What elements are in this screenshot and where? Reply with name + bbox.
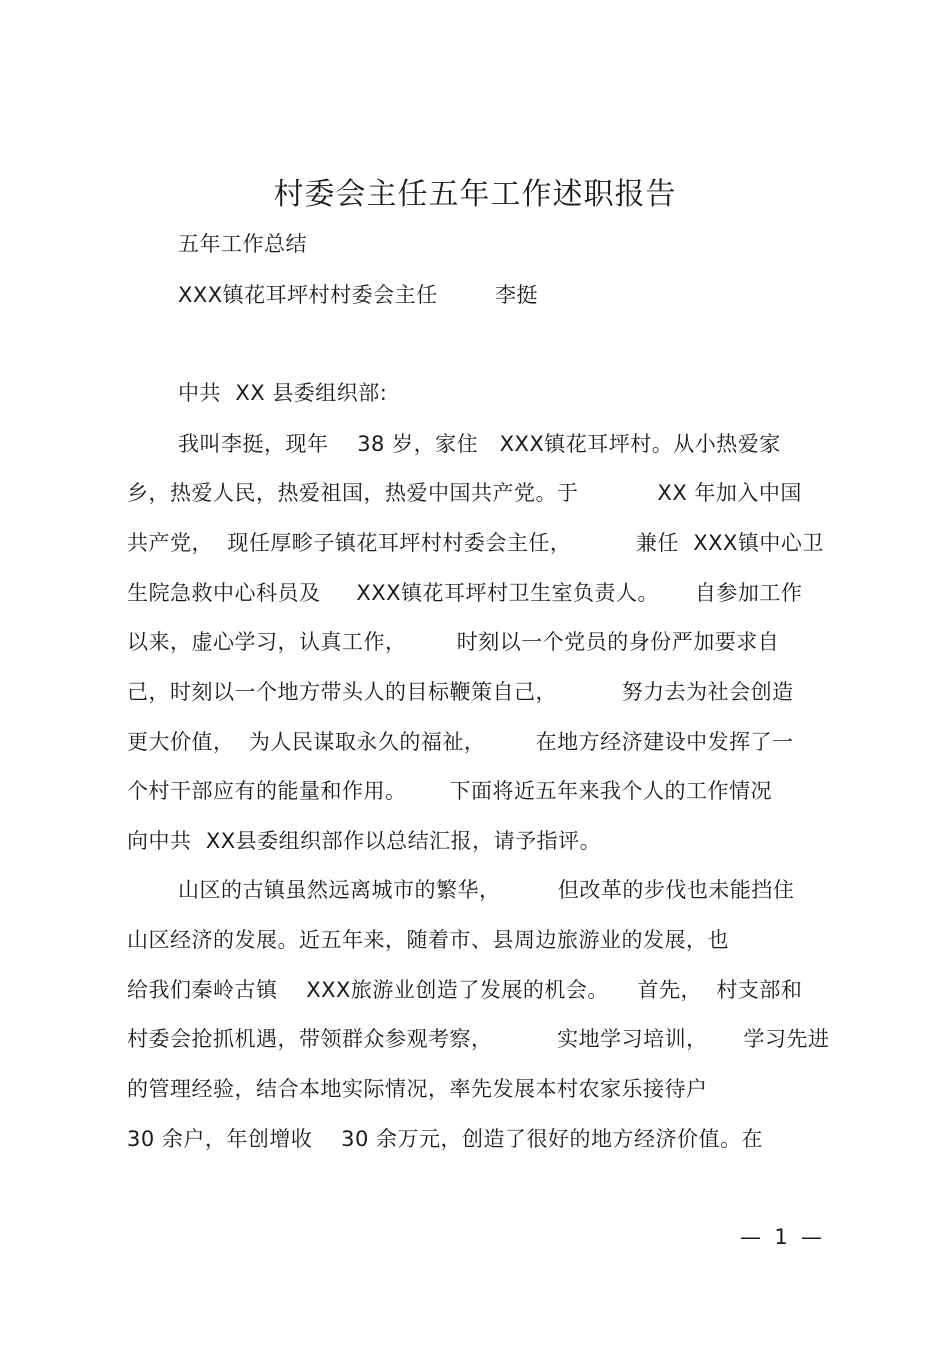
body-line: 以来，虚心学习，认真工作， 时刻以一个党员的身份严加要求自	[127, 630, 780, 654]
document-subtitle: 五年工作总结	[178, 232, 307, 256]
page-number: — 1 —	[740, 1225, 823, 1249]
salutation: 中共 XX 县委组织部:	[178, 381, 388, 405]
body-line: 个村干部应有的能量和作用。 下面将近五年来我个人的工作情况	[127, 779, 773, 803]
body-line: 30 余户，年创增收 30 余万元，创造了很好的地方经济价值。在	[127, 1127, 763, 1151]
body-line: 的管理经验，结合本地实际情况，率先发展本村农家乐接待户	[127, 1077, 708, 1101]
body-line: 向中共 XX县委组织部作以总结汇报，请予指评。	[127, 829, 602, 853]
body-line: 生院急救中心科员及 XXX镇花耳坪村卫生室负责人。 自参加工作	[127, 581, 803, 605]
body-line: 己，时刻以一个地方带头人的目标鞭策自己， 努力去为社会创造	[127, 680, 794, 704]
body-line: 我叫李挺，现年 38 岁，家住 XXX镇花耳坪村。从小热爱家	[178, 432, 781, 456]
body-line: 村委会抢抓机遇，带领群众参观考察， 实地学习培训， 学习先进	[127, 1027, 830, 1051]
body-line: 给我们秦岭古镇 XXX旅游业创造了发展的机会。 首先， 村支部和	[127, 978, 803, 1002]
body-line: 山区经济的发展。近五年来，随着市、县周边旅游业的发展，也	[127, 928, 729, 952]
body-line: 共产党， 现任厚畛子镇花耳坪村村委会主任， 兼任 XXX镇中心卫	[127, 531, 824, 555]
body-line: 山区的古镇虽然远离城市的繁华， 但改革的步伐也未能挡住	[178, 878, 795, 902]
document-title: 村委会主任五年工作述职报告	[273, 177, 677, 212]
body-line: 乡，热爱人民，热爱祖国，热爱中国共产党。于 XX 年加入中国	[127, 481, 802, 505]
author-line: XXX镇花耳坪村村委会主任 李挺	[178, 283, 539, 307]
body-line: 更大价值， 为人民谋取永久的福祉， 在地方经济建设中发挥了一	[127, 730, 794, 754]
